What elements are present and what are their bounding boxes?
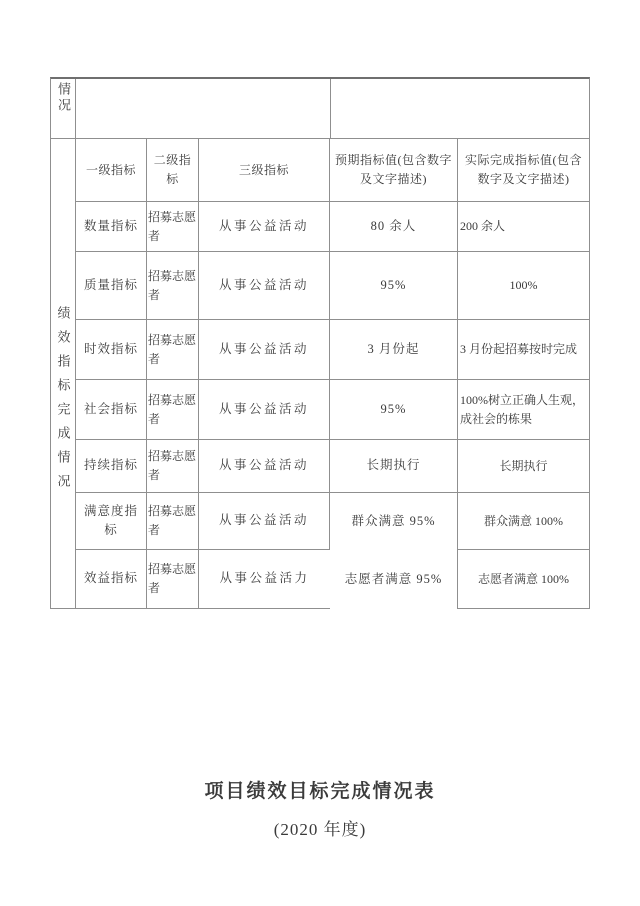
- cell-level3: 从事公益活动: [199, 493, 330, 550]
- page-title: 项目绩效目标完成情况表: [204, 781, 436, 802]
- cell-actual: 3 月份起招募按时完成: [458, 320, 590, 380]
- cell-actual: 100%树立正确人生观，成社会的栋果: [458, 380, 590, 440]
- fragment-side-label: 情况: [51, 79, 76, 138]
- cell-level2: 招募志愿者: [147, 440, 199, 493]
- cell-level1: 满意度指标: [76, 493, 147, 550]
- cell-level1: 效益指标: [76, 550, 147, 609]
- header-actual: 实际完成指标值(包含数字及文字描述): [458, 139, 590, 202]
- cell-level2: 招募志愿者: [147, 320, 199, 380]
- header-expected: 预期指标值(包含数字及文字描述): [330, 139, 458, 202]
- cell-level3: 从事公益活动: [199, 380, 330, 440]
- header-level1: 一级指标: [76, 139, 147, 202]
- cell-level1: 时效指标: [76, 320, 147, 380]
- cell-expected: 95%: [330, 252, 458, 320]
- cell-level2: 招募志愿者: [147, 202, 199, 252]
- cell-level2: 招募志愿者: [147, 380, 199, 440]
- fragment-empty-cell-1: [76, 79, 331, 138]
- table-side-label: 绩效指标完成情况: [51, 139, 76, 609]
- cell-level2: 招募志愿者: [147, 252, 199, 320]
- cell-expected: 95%: [330, 380, 458, 440]
- fragment-table: [50, 77, 590, 139]
- cell-level3: 从事公益活动: [199, 440, 330, 493]
- cell-actual: 长期执行: [458, 440, 590, 493]
- cell-expected: 3 月份起: [330, 320, 458, 380]
- cell-actual: 群众满意 100%: [458, 493, 590, 550]
- page-subtitle: (2020 年度): [273, 820, 367, 839]
- cell-expected: 志愿者满意 95%: [330, 550, 458, 609]
- fragment-empty-cell-2: [331, 79, 589, 138]
- cell-level1: 持续指标: [76, 440, 147, 493]
- header-level2: 二级指标: [147, 139, 199, 202]
- cell-actual: 志愿者满意 100%: [458, 550, 590, 609]
- cell-level2: 招募志愿者: [147, 493, 199, 550]
- cell-level3: 从事公益活动: [199, 252, 330, 320]
- cell-level1: 数量指标: [76, 202, 147, 252]
- cell-actual: 200 余人: [458, 202, 590, 252]
- cell-level1: 社会指标: [76, 380, 147, 440]
- cell-expected: 群众满意 95%: [330, 493, 458, 550]
- cell-expected: 80 余人: [330, 202, 458, 252]
- performance-table: [50, 139, 590, 609]
- header-level3: 三级指标: [199, 139, 330, 202]
- cell-actual: 100%: [458, 252, 590, 320]
- cell-level3: 从事公益活动: [199, 320, 330, 380]
- cell-level2: 招募志愿者: [147, 550, 199, 609]
- cell-level3: 从事公益活力: [199, 550, 330, 609]
- cell-expected: 长期执行: [330, 440, 458, 493]
- cell-level3: 从事公益活动: [199, 202, 330, 252]
- cell-level1: 质量指标: [76, 252, 147, 320]
